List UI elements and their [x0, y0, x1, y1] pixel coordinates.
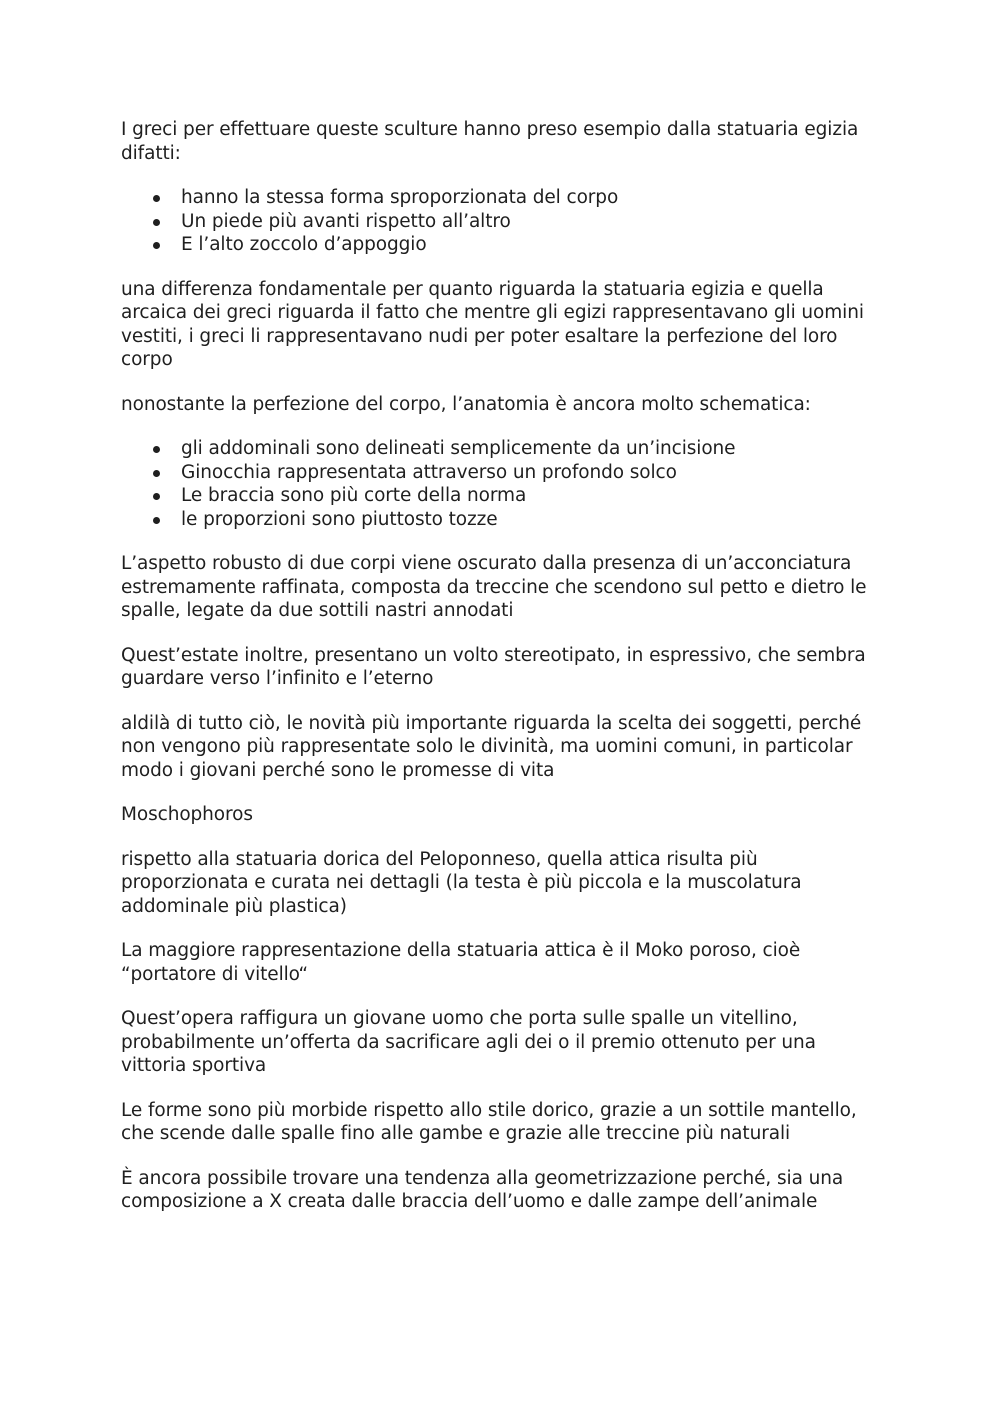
- egyptian-traits-list: [121, 186, 881, 257]
- bullet-icon: [153, 470, 160, 477]
- paragraph-geometry: È ancora possibile trovare una tendenza alla geometrizzazione perché, sia una composizione a X creata dalle braccia dell’uomo e dalle zampe dell’animale: [121, 1167, 844, 1212]
- bullet-icon: [153, 446, 160, 453]
- paragraph-face: Quest’estate inoltre, presentano un volto stereotipato, in espressivo, che sembra guardare verso l’infinito e l’eterno: [121, 644, 866, 689]
- paragraph-attic-main: La maggiore rappresentazione della statuaria attica è il Moko poroso, cioè “portatore di vitello“: [121, 940, 801, 985]
- paragraph-difference: una differenza fondamentale per quanto riguarda la statuaria egizia e quella arcaica dei greci riguarda il fatto che mentre gli egizi rappresentavano gli uomini vestiti, i greci li rappresentavano nudi per poter esaltare la perfezione del loro corpo: [121, 278, 864, 370]
- list-item-text: Le braccia sono più corte della norma: [181, 485, 527, 506]
- list-item-text: le proporzioni sono piuttosto tozze: [181, 508, 498, 530]
- bullet-icon: [153, 242, 160, 249]
- list-item: [121, 461, 881, 485]
- list-item: [121, 437, 881, 461]
- list-item: [121, 508, 881, 532]
- paragraph-anatomy-intro: nonostante la perfezione del corpo, l’anatomia è ancora molto schematica:: [121, 393, 811, 415]
- list-item: [121, 484, 881, 508]
- list-item-text: E l’alto zoccolo d’appoggio: [181, 234, 427, 255]
- paragraph-intro: I greci per effettuare queste sculture hanno preso esempio dalla statuaria egizia difatti:: [121, 119, 859, 164]
- list-item: [121, 210, 881, 234]
- paragraph-forms: Le forme sono più morbide rispetto allo stile dorico, grazie a un sottile mantello, che scende dalle spalle fino alle gambe e grazie alle treccine più naturali: [121, 1099, 857, 1144]
- document-body: [121, 118, 881, 1235]
- bullet-icon: [153, 195, 160, 202]
- paragraph-hairstyle: L’aspetto robusto di due corpi viene oscurato dalla presenza di un’acconciatura estremamente raffinata, composta da treccine che scendono sul petto e dietro le spalle, legate da due sottili nastri annodati: [121, 553, 867, 621]
- list-item: [121, 233, 881, 257]
- paragraph-subjects: aldilà di tutto ciò, le novità più importante riguarda la scelta dei soggetti, perché non vengono più rappresentate solo le divinità, ma uomini comuni, in particolar modo i giovani perché sono le promesse di vita: [121, 712, 862, 781]
- bullet-icon: [153, 219, 160, 226]
- list-item-text: Un piede più avanti rispetto all’altro: [181, 210, 511, 232]
- anatomy-traits-list: [121, 437, 881, 531]
- paragraph-attic-compare: rispetto alla statuaria dorica del Peloponneso, quella attica risulta più proporzionata e curata nei dettagli (la testa è più piccola e la muscolatura addominale più plastica): [121, 848, 802, 917]
- paragraph-work-description: Quest’opera raffigura un giovane uomo che porta sulle spalle un vitellino, probabilmente un’offerta da sacrificare agli dei o il premio ottenuto per una vittoria sportiva: [121, 1008, 816, 1076]
- list-item: [121, 186, 881, 210]
- section-heading-moschophoros: Moschophoros: [121, 804, 253, 825]
- list-item-text: gli addominali sono delineati semplicemente da un’incisione: [181, 438, 736, 459]
- bullet-icon: [153, 517, 160, 524]
- list-item-text: hanno la stessa forma sproporzionata del corpo: [181, 187, 619, 208]
- bullet-icon: [153, 493, 160, 500]
- list-item-text: Ginocchia rappresentata attraverso un profondo solco: [181, 461, 677, 483]
